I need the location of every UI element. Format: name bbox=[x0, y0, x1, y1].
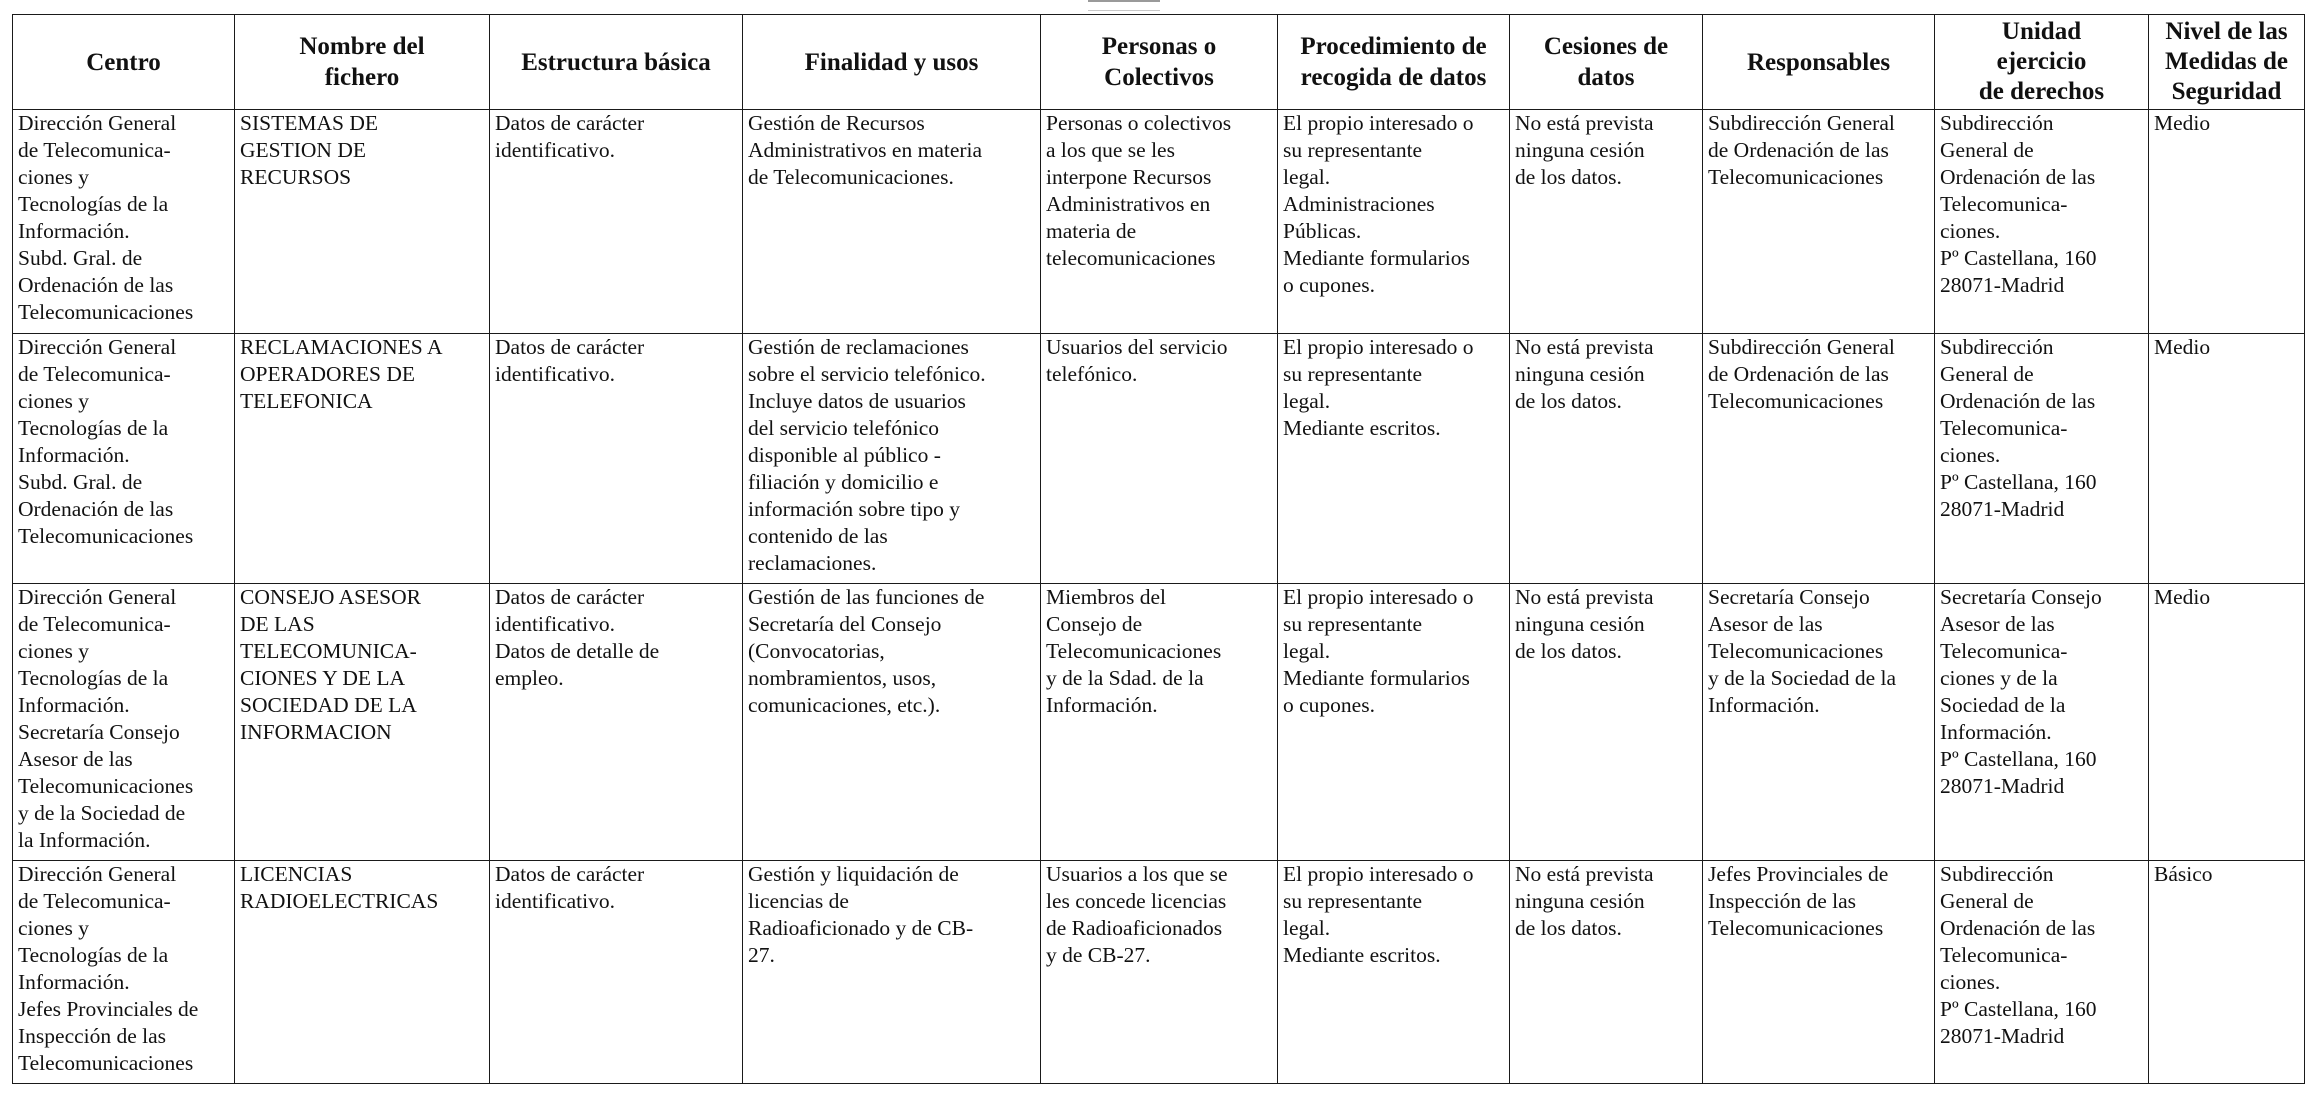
cell-unidad-derechos: Secretaría Consejo Asesor de las Telecomunica- ciones y de la Sociedad de la Información. Pº Castellana, 160 28071-Madrid bbox=[1935, 584, 2149, 861]
cell-responsables: Subdirección General de Ordenación de las Telecomunicaciones bbox=[1703, 334, 1935, 584]
cell-nombre-fichero: SISTEMAS DE GESTION DE RECURSOS bbox=[235, 110, 490, 334]
cell-cesiones-datos: No está prevista ninguna cesión de los datos. bbox=[1510, 861, 1703, 1084]
cell-centro: Dirección General de Telecomunica- ciones y Tecnologías de la Información. Jefes Provinciales de Inspección de las Telecomunicaciones bbox=[13, 861, 235, 1084]
page-top-mark bbox=[1088, 0, 1160, 11]
cell-personas-colectivos: Personas o colectivos a los que se les interpone Recursos Administrativos en materia de telecomunicaciones bbox=[1041, 110, 1278, 334]
cell-centro: Dirección General de Telecomunica- ciones y Tecnologías de la Información. Subd. Gral. de Ordenación de las Telecomunicaciones bbox=[13, 334, 235, 584]
cell-personas-colectivos: Usuarios a los que se les concede licencias de Radioaficionados y de CB-27. bbox=[1041, 861, 1278, 1084]
cell-estructura-basica: Datos de carácter identificativo. bbox=[490, 110, 743, 334]
cell-nivel-seguridad: Medio bbox=[2149, 110, 2305, 334]
table-row bbox=[13, 861, 2305, 1084]
cell-nombre-fichero: CONSEJO ASESOR DE LAS TELECOMUNICA- CIONES Y DE LA SOCIEDAD DE LA INFORMACION bbox=[235, 584, 490, 861]
table-row bbox=[13, 110, 2305, 334]
cell-personas-colectivos: Miembros del Consejo de Telecomunicaciones y de la Sdad. de la Información. bbox=[1041, 584, 1278, 861]
cell-nivel-seguridad: Medio bbox=[2149, 584, 2305, 861]
cell-procedimiento-recogida: El propio interesado o su representante legal. Mediante escritos. bbox=[1278, 334, 1510, 584]
cell-nombre-fichero: LICENCIAS RADIOELECTRICAS bbox=[235, 861, 490, 1084]
header-nivel-seguridad: Nivel de las Medidas de Seguridad bbox=[2149, 15, 2305, 110]
header-responsables: Responsables bbox=[1703, 15, 1935, 110]
header-personas-colectivos: Personas o Colectivos bbox=[1041, 15, 1278, 110]
header-procedimiento-recogida: Procedimiento de recogida de datos bbox=[1278, 15, 1510, 110]
table-row bbox=[13, 584, 2305, 861]
cell-procedimiento-recogida: El propio interesado o su representante legal. Mediante escritos. bbox=[1278, 861, 1510, 1084]
cell-personas-colectivos: Usuarios del servicio telefónico. bbox=[1041, 334, 1278, 584]
header-row bbox=[13, 15, 2305, 110]
cell-estructura-basica: Datos de carácter identificativo. Datos de detalle de empleo. bbox=[490, 584, 743, 861]
cell-responsables: Subdirección General de Ordenación de las Telecomunicaciones bbox=[1703, 110, 1935, 334]
cell-finalidad-usos: Gestión de Recursos Administrativos en materia de Telecomunicaciones. bbox=[743, 110, 1041, 334]
cell-nivel-seguridad: Básico bbox=[2149, 861, 2305, 1084]
cell-nivel-seguridad: Medio bbox=[2149, 334, 2305, 584]
cell-cesiones-datos: No está prevista ninguna cesión de los datos. bbox=[1510, 584, 1703, 861]
cell-nombre-fichero: RECLAMACIONES A OPERADORES DE TELEFONICA bbox=[235, 334, 490, 584]
cell-unidad-derechos: Subdirección General de Ordenación de las Telecomunica- ciones. Pº Castellana, 160 28071-Madrid bbox=[1935, 110, 2149, 334]
cell-unidad-derechos: Subdirección General de Ordenación de las Telecomunica- ciones. Pº Castellana, 160 28071-Madrid bbox=[1935, 334, 2149, 584]
cell-estructura-basica: Datos de carácter identificativo. bbox=[490, 334, 743, 584]
header-centro: Centro bbox=[13, 15, 235, 110]
cell-cesiones-datos: No está prevista ninguna cesión de los datos. bbox=[1510, 110, 1703, 334]
cell-finalidad-usos: Gestión y liquidación de licencias de Radioaficionado y de CB- 27. bbox=[743, 861, 1041, 1084]
cell-centro: Dirección General de Telecomunica- ciones y Tecnologías de la Información. Subd. Gral. de Ordenación de las Telecomunicaciones bbox=[13, 110, 235, 334]
data-files-table bbox=[12, 14, 2305, 1084]
cell-responsables: Secretaría Consejo Asesor de las Telecomunicaciones y de la Sociedad de la Información. bbox=[1703, 584, 1935, 861]
header-nombre-fichero: Nombre del fichero bbox=[235, 15, 490, 110]
table-row bbox=[13, 334, 2305, 584]
cell-unidad-derechos: Subdirección General de Ordenación de las Telecomunica- ciones. Pº Castellana, 160 28071-Madrid bbox=[1935, 861, 2149, 1084]
cell-finalidad-usos: Gestión de reclamaciones sobre el servicio telefónico. Incluye datos de usuarios del servicio telefónico disponible al público - filiación y domicilio e información sobre tipo y contenido de las reclamaciones. bbox=[743, 334, 1041, 584]
cell-cesiones-datos: No está prevista ninguna cesión de los datos. bbox=[1510, 334, 1703, 584]
cell-estructura-basica: Datos de carácter identificativo. bbox=[490, 861, 743, 1084]
header-estructura-basica: Estructura básica bbox=[490, 15, 743, 110]
cell-centro: Dirección General de Telecomunica- ciones y Tecnologías de la Información. Secretaría Consejo Asesor de las Telecomunicaciones y de la Sociedad de la Información. bbox=[13, 584, 235, 861]
header-cesiones-datos: Cesiones de datos bbox=[1510, 15, 1703, 110]
cell-finalidad-usos: Gestión de las funciones de Secretaría del Consejo (Convocatorias, nombramientos, usos, comunicaciones, etc.). bbox=[743, 584, 1041, 861]
cell-procedimiento-recogida: El propio interesado o su representante legal. Administraciones Públicas. Mediante formularios o cupones. bbox=[1278, 110, 1510, 334]
header-unidad-derechos: Unidad ejercicio de derechos bbox=[1935, 15, 2149, 110]
cell-responsables: Jefes Provinciales de Inspección de las Telecomunicaciones bbox=[1703, 861, 1935, 1084]
cell-procedimiento-recogida: El propio interesado o su representante legal. Mediante formularios o cupones. bbox=[1278, 584, 1510, 861]
header-finalidad-usos: Finalidad y usos bbox=[743, 15, 1041, 110]
